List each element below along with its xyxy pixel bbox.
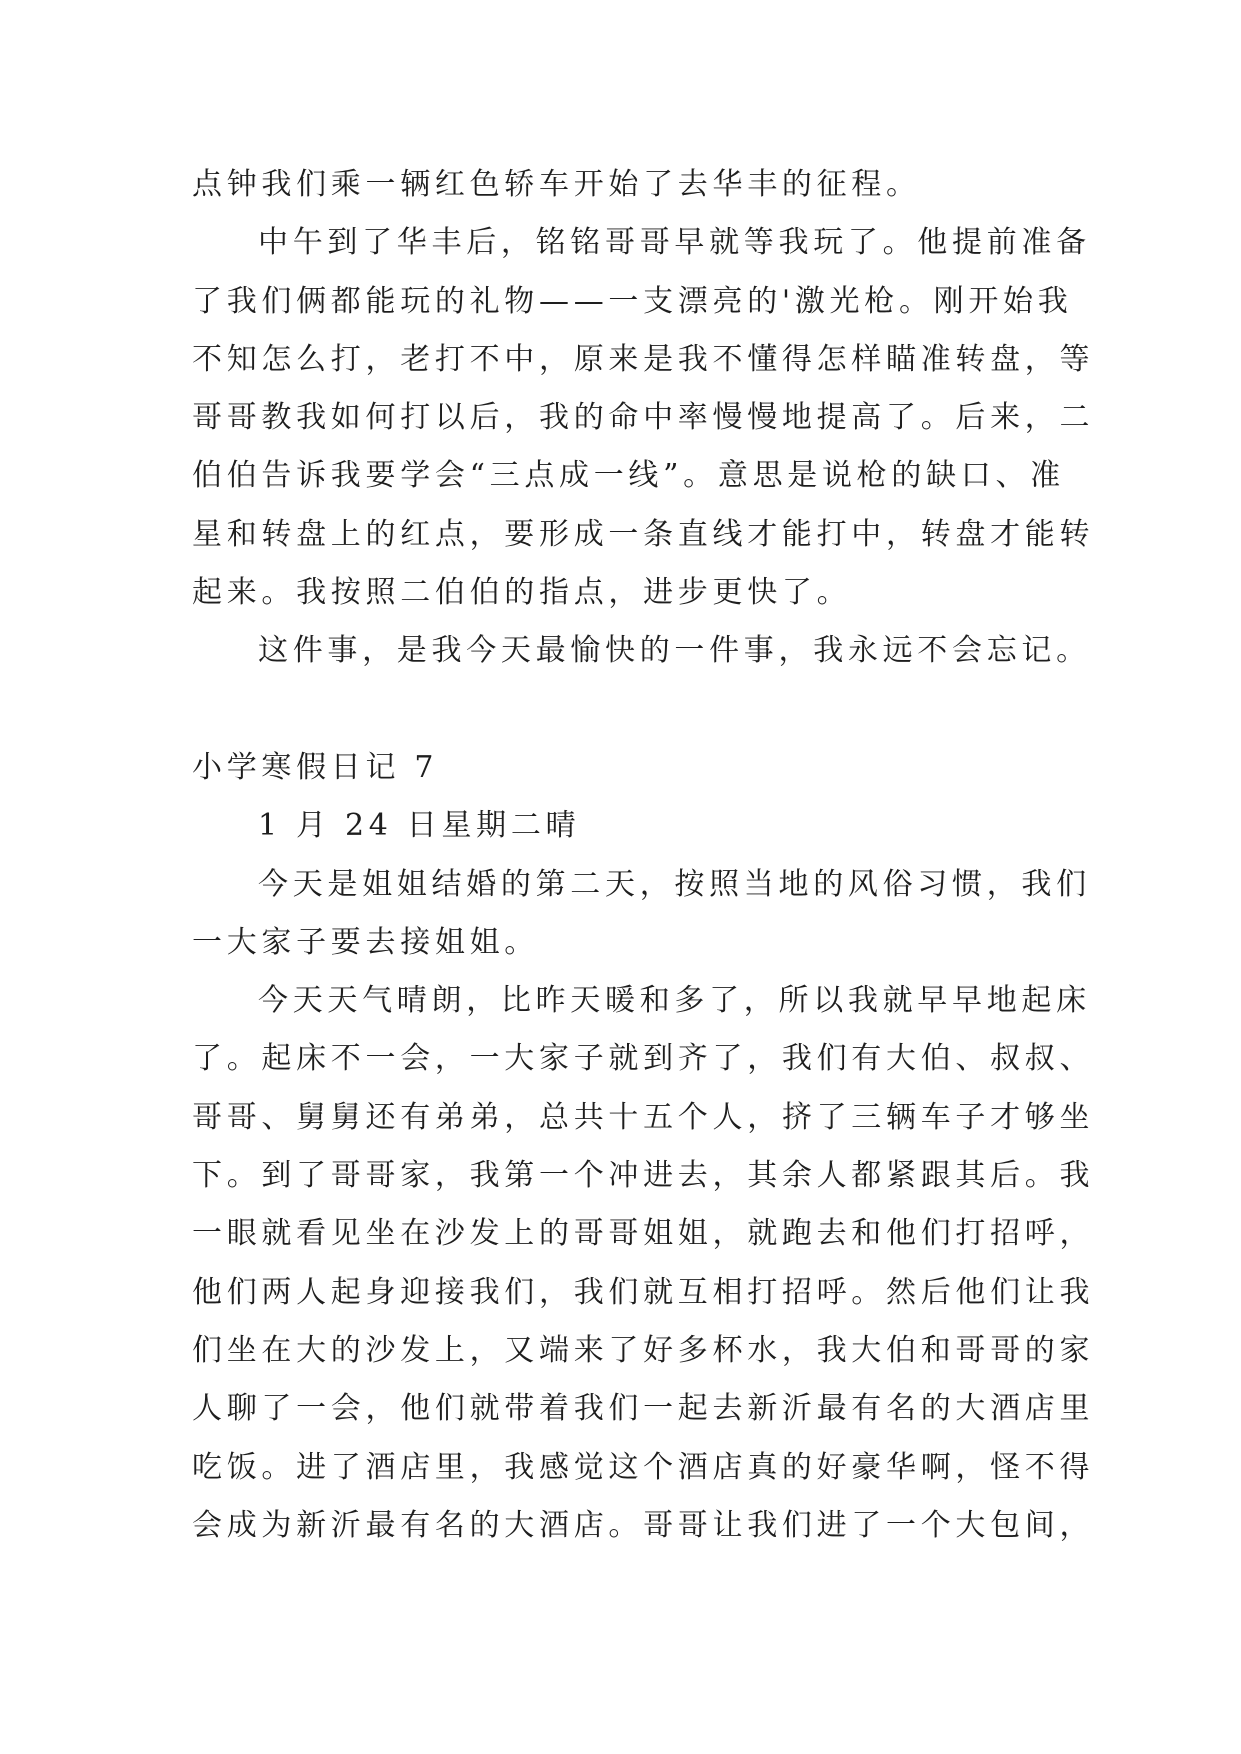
- paragraph-line: 起来。我按照二伯伯的指点，进步更快了。: [192, 575, 852, 611]
- paragraph-line: 一眼就看见坐在沙发上的哥哥姐姐，就跑去和他们打招呼，: [192, 1216, 1095, 1252]
- paragraph-line: 一大家子要去接姐姐。: [192, 924, 539, 960]
- date-line: 1 月 24 日星期二晴: [258, 808, 581, 844]
- paragraph-line: 人聊了一会，他们就带着我们一起去新沂最有名的大酒店里: [192, 1391, 1095, 1427]
- section-spacer: [192, 681, 1072, 739]
- paragraph-line: 们坐在大的沙发上，又端来了好多杯水，我大伯和哥哥的家: [192, 1332, 1095, 1368]
- paragraph-line: 会成为新沂最有名的大酒店。哥哥让我们进了一个大包间，: [192, 1507, 1095, 1543]
- paragraph-line: 不知怎么打，老打不中，原来是我不懂得怎样瞄准转盘，等: [192, 341, 1095, 377]
- document-body: [192, 156, 1095, 1555]
- paragraph-line: 中午到了华丰后，铭铭哥哥早就等我玩了。他提前准备: [258, 225, 1091, 261]
- paragraph-line: 今天是姐姐结婚的第二天，按照当地的风俗习惯，我们: [258, 866, 1091, 902]
- paragraph-line: 哥哥教我如何打以后，我的命中率慢慢地提高了。后来，二: [192, 400, 1095, 436]
- paragraph-line: 伯伯告诉我要学会“三点成一线”。意思是说枪的缺口、准: [192, 458, 1065, 494]
- section-title: 小学寒假日记 7: [192, 749, 439, 785]
- paragraph-line: 哥哥、舅舅还有弟弟，总共十五个人，挤了三辆车子才够坐: [192, 1099, 1095, 1135]
- paragraph-line: 下。到了哥哥家，我第一个冲进去，其余人都紧跟其后。我: [192, 1158, 1095, 1194]
- paragraph-line: 吃饭。进了酒店里，我感觉这个酒店真的好豪华啊，怪不得: [192, 1449, 1095, 1485]
- paragraph-line: 了。起床不一会，一大家子就到齐了，我们有大伯、叔叔、: [192, 1041, 1095, 1077]
- paragraph-line: 这件事，是我今天最愉快的一件事，我永远不会忘记。: [258, 633, 1091, 669]
- paragraph-line: 点钟我们乘一辆红色轿车开始了去华丰的征程。: [192, 167, 921, 202]
- paragraph-line: 今天天气晴朗，比昨天暖和多了，所以我就早早地起床: [258, 983, 1091, 1019]
- paragraph-line: 星和转盘上的红点，要形成一条直线才能打中，转盘才能转: [192, 516, 1095, 552]
- paragraph-line: 他们两人起身迎接我们，我们就互相打招呼。然后他们让我: [192, 1274, 1095, 1310]
- paragraph-line: 了我们俩都能玩的礼物——一支漂亮的'激光枪。刚开始我: [192, 283, 1073, 319]
